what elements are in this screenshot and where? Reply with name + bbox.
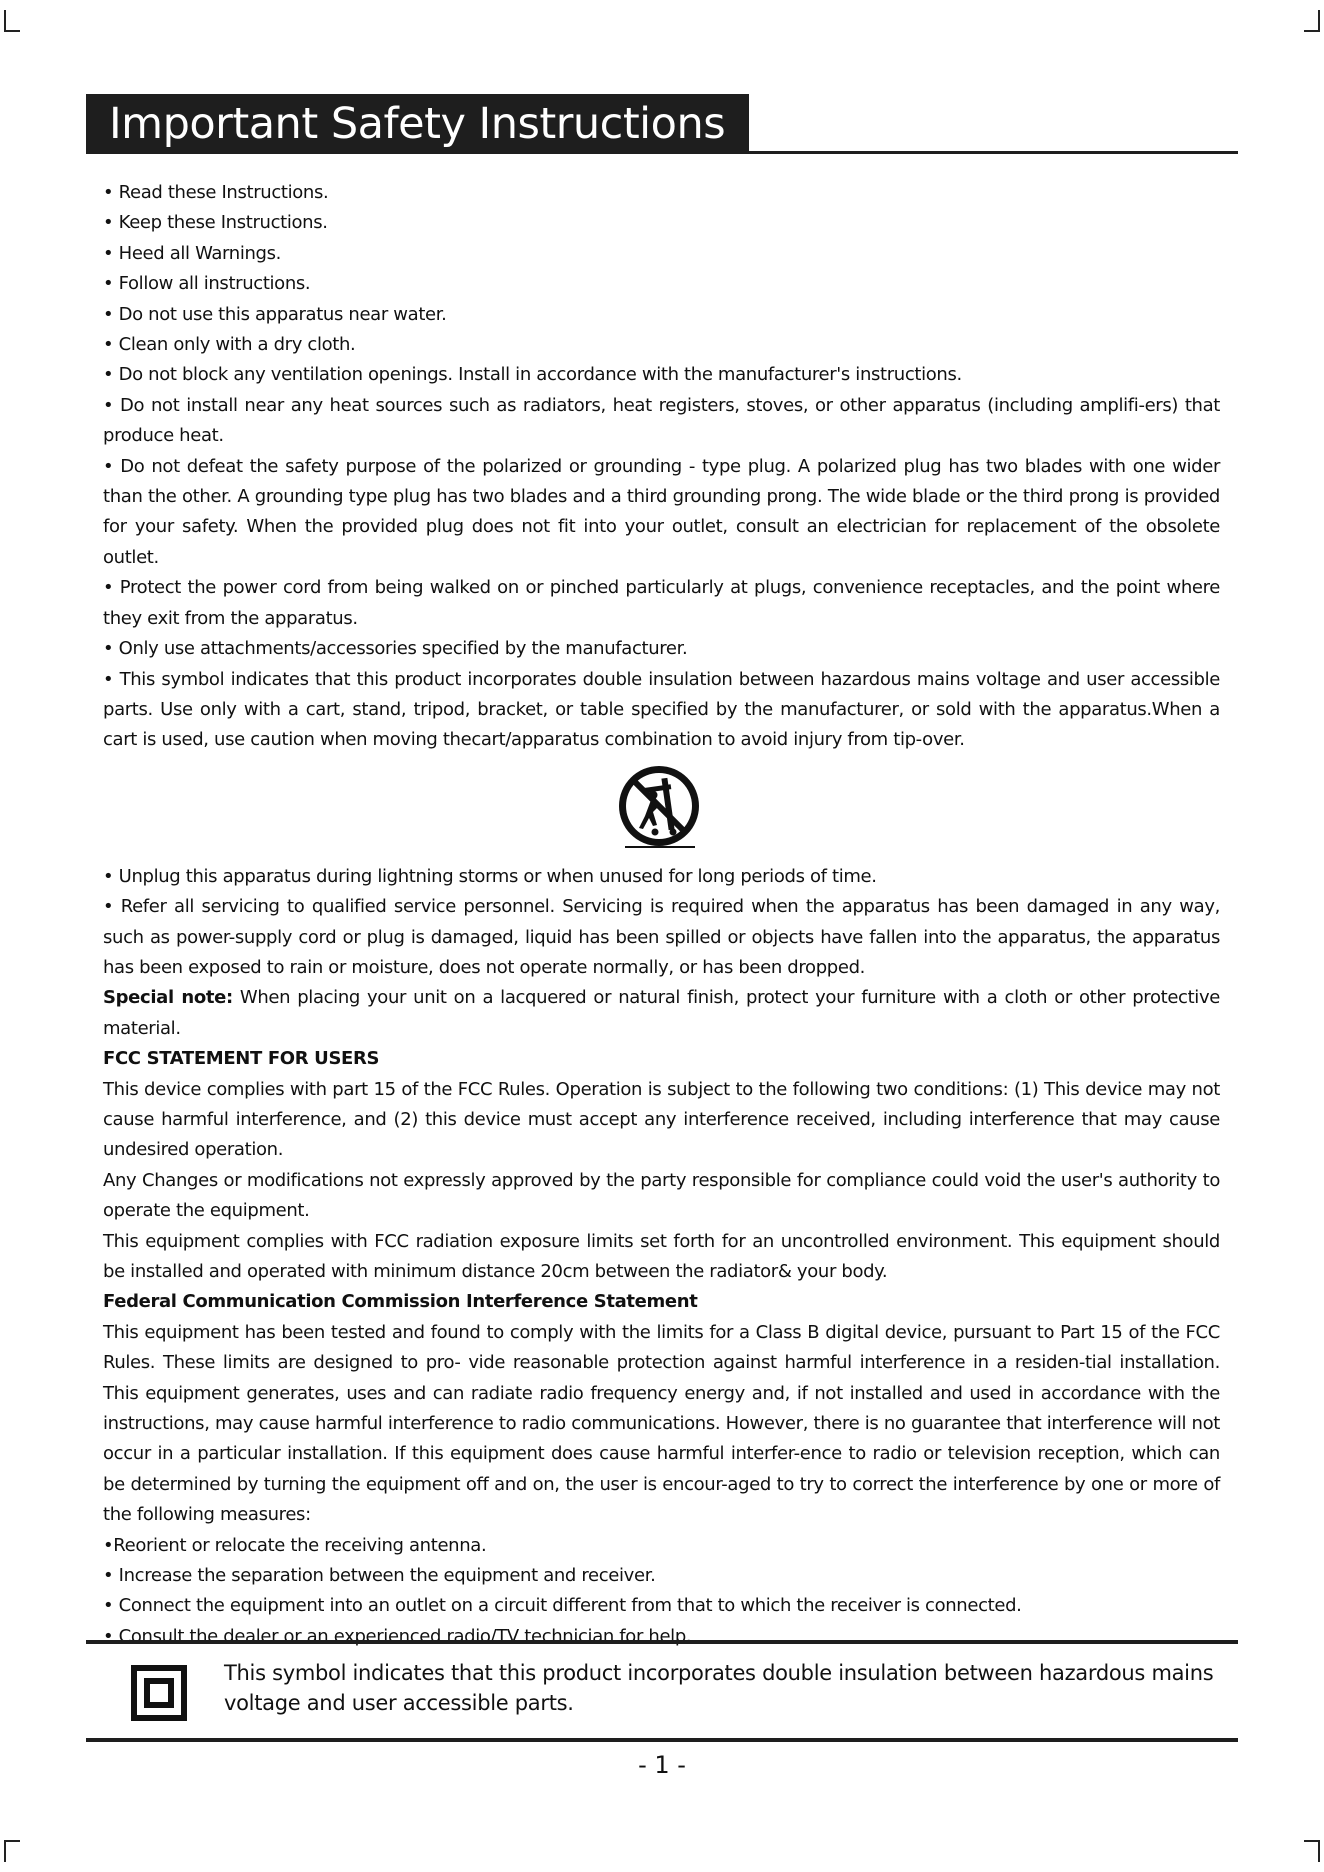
crop-mark-bottom-right [1304, 1840, 1320, 1862]
page-title: Important Safety Instructions [86, 94, 749, 154]
instruction-item: • Clean only with a dry cloth. [103, 334, 356, 356]
instruction-item: • Only use attachments/accessories specified by the manufacturer. [103, 638, 688, 660]
page-header [86, 94, 1238, 154]
measure-item: • Connect the equipment into an outlet on a circuit different from that to which the receiver is connected. [103, 1595, 1022, 1617]
cart-tip-over-warning-icon [615, 764, 703, 852]
interference-paragraph: This equipment has been tested and found to comply with the limits for a Class B digital device, pursuant to Part 15 of the FCC Rules. These limits are designed to pro- vide reasonable protection against harmful interference in a residen-tial installation. This equipment generates, uses and can radiate radio frequency energy and, if not installed and used in accordance with the instructions, may cause harmful interference to radio communications. However, there is no guarantee that interference will not occur in a particular installation. If this equipment does cause harmful interfer-ence to radio or television reception, which can be determined by turning the equipment off and on, the user is encour-aged to try to correct the interference by one or more of the following measures: [103, 1321, 1220, 1526]
double-insulation-icon [131, 1665, 187, 1721]
fcc-paragraph: This equipment complies with FCC radiation exposure limits set forth for an uncontrolled environment. This equipment should be installed and operated with minimum distance 20cm between the radiator& your body. [103, 1230, 1220, 1282]
instruction-item: • Do not use this apparatus near water. [103, 303, 447, 325]
instructions-body [103, 178, 1220, 1652]
instruction-item: • Do not install near any heat sources such as radiators, heat registers, stoves, or other apparatus (including amplifi-ers) that produce heat. [103, 394, 1220, 447]
interference-heading: Federal Communication Commission Interference Statement [103, 1291, 698, 1313]
crop-mark-top-left [4, 10, 20, 32]
instruction-item: • Heed all Warnings. [103, 242, 282, 264]
instruction-item: • Keep these Instructions. [103, 212, 328, 234]
special-note [103, 983, 1220, 1044]
double-insulation-notice [86, 1640, 1238, 1742]
instruction-item: • Read these Instructions. [103, 182, 329, 203]
special-note-label: Special note: [103, 987, 233, 1009]
header-rule [86, 151, 1238, 154]
crop-mark-bottom-left [4, 1840, 20, 1862]
fcc-paragraph: Any Changes or modifications not expressly approved by the party responsible for compliance could void the user's authority to operate the equipment. [103, 1169, 1220, 1222]
instruction-item: • Do not defeat the safety purpose of the polarized or grounding - type plug. A polarized plug has two blades with one wider than the other. A grounding type plug has two blades and a third grounding prong. The wide blade or the third prong is provided for your safety. When the provided plug does not fit into your outlet, consult an electrician for replacement of the obsolete outlet. [103, 455, 1220, 568]
instruction-item: • Protect the power cord from being walked on or pinched particularly at plugs, convenience receptacles, and the point where they exit from the apparatus. [103, 577, 1220, 629]
instruction-item: • Refer all servicing to qualified service personnel. Servicing is required when the apparatus has been damaged in any way, such as power-supply cord or plug is damaged, liquid has been spilled or objects have fallen into the apparatus, the apparatus has been exposed to rain or moisture, does not operate normally, or has been dropped. [103, 896, 1220, 978]
instruction-item: • Do not block any ventilation openings. Install in accordance with the manufacturer's instructions. [103, 364, 962, 386]
crop-mark-top-right [1304, 10, 1320, 32]
fcc-paragraph: This device complies with part 15 of the FCC Rules. Operation is subject to the following two conditions: (1) This device may not cause harmful interference, and (2) this device must accept any interference received, including interference that may cause undesired operation. [103, 1078, 1220, 1161]
fcc-heading: FCC STATEMENT FOR USERS [103, 1048, 380, 1070]
special-note-text: When placing your unit on a lacquered or natural finish, protect your furniture with a cloth or other protective material. [103, 987, 1220, 1039]
measure-item: • Increase the separation between the equipment and receiver. [103, 1565, 656, 1587]
instruction-item: • Follow all instructions. [103, 273, 311, 295]
instruction-item: • This symbol indicates that this product incorporates double insulation between hazardous mains voltage and user accessible parts. Use only with a cart, stand, tripod, bracket, or table specified by the manufacturer, or sold with the apparatus.When a cart is used, use caution when moving thecart/apparatus combination to avoid injury from tip-over. [103, 668, 1220, 751]
instruction-item: • Unplug this apparatus during lightning storms or when unused for long periods of time. [103, 865, 877, 887]
page-number: - 1 - [638, 1751, 686, 1779]
double-insulation-text: This symbol indicates that this product incorporates double insulation between hazardous mains voltage and user accessible parts. [224, 1661, 1214, 1715]
measure-item: •Reorient or relocate the receiving antenna. [103, 1534, 487, 1556]
measure-item: • Consult the dealer or an experienced radio/TV technician for help. [103, 1625, 692, 1647]
